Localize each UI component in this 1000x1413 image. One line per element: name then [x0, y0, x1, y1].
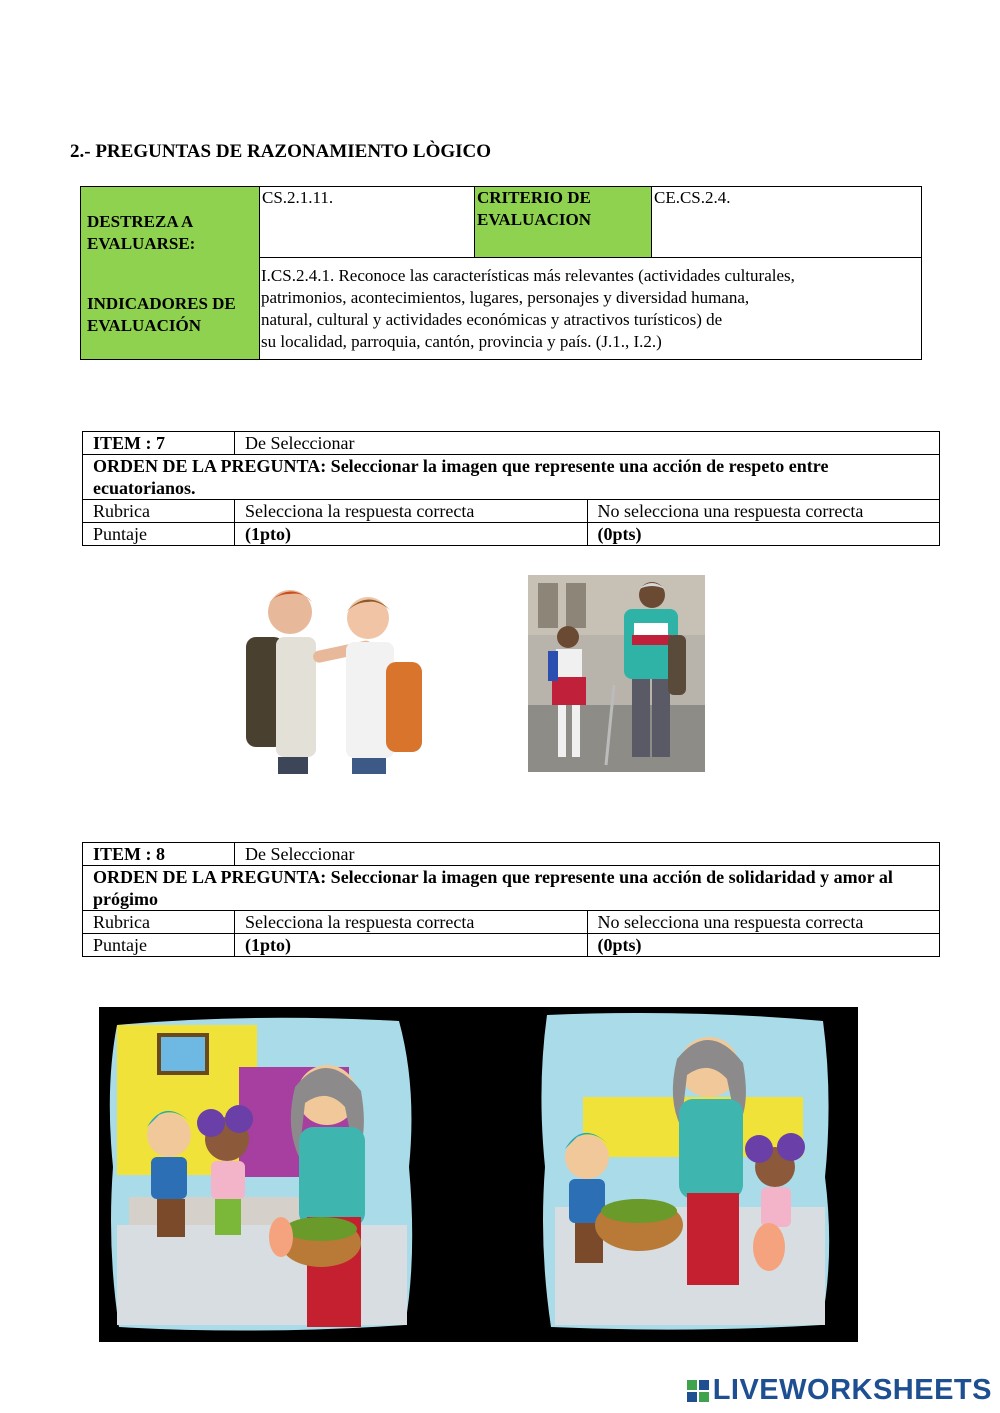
solidarity-illustrations	[99, 1007, 858, 1342]
puntaje-label: Puntaje	[83, 523, 235, 546]
question-order: ORDEN DE LA PREGUNTA: Seleccionar la imagen que represente una acción de respeto entre ecuatorianos.	[83, 455, 940, 500]
liveworksheets-logo	[687, 1374, 992, 1407]
item-type: De Seleccionar	[235, 432, 940, 455]
puntaje-correct: (1pto)	[235, 934, 588, 957]
indicadores-label: INDICADORES DE EVALUACIÓN	[87, 294, 236, 335]
criterio-label: CRITERIO DE EVALUACION	[475, 187, 652, 258]
rubrica-label: Rubrica	[83, 500, 235, 523]
brand-text: LIVEWORKSHEETS	[712, 1374, 992, 1406]
indicador-line: patrimonios, acontecimientos, lugares, personajes y diversidad humana,	[261, 288, 750, 307]
puntaje-incorrect: (0pts)	[587, 934, 940, 957]
puntaje-label: Puntaje	[83, 934, 235, 957]
rubrica-label: Rubrica	[83, 911, 235, 934]
children-ignoring-grandmother-image[interactable]	[110, 1018, 412, 1331]
indicador-line: I.CS.2.4.1. Reconoce las características más relevantes (actividades culturales,	[261, 266, 795, 285]
children-helping-grandmother-image[interactable]	[541, 1013, 829, 1330]
liveworksheets-icon	[687, 1380, 709, 1402]
rubrica-incorrect: No selecciona una respuesta correcta	[587, 911, 940, 934]
item-label: ITEM : 7	[83, 432, 235, 455]
puntaje-correct: (1pto)	[235, 523, 588, 546]
puntaje-incorrect: (0pts)	[587, 523, 940, 546]
criterio-code: CE.CS.2.4.	[652, 187, 921, 258]
girl-helping-elder-image[interactable]	[528, 575, 705, 772]
item-8-table	[82, 842, 940, 957]
evaluation-header-table	[80, 186, 922, 360]
indicador-line: su localidad, parroquia, cantón, provincia y país. (J.1., I.2.)	[261, 332, 662, 351]
destreza-code: CS.2.1.11.	[260, 187, 475, 258]
rubrica-incorrect: No selecciona una respuesta correcta	[587, 500, 940, 523]
item-type: De Seleccionar	[235, 843, 940, 866]
item-7-table	[82, 431, 940, 546]
destreza-label: DESTREZA A EVALUARSE:	[87, 212, 196, 253]
section-title: 2.- PREGUNTAS DE RAZONAMIENTO LÒGICO	[70, 141, 492, 162]
indicador-line: natural, cultural y actividades económicas y atractivos turísticos) de	[261, 310, 723, 329]
question-order: ORDEN DE LA PREGUNTA: Seleccionar la imagen que represente una acción de solidaridad y amor al prógimo	[83, 866, 940, 911]
rubrica-correct: Selecciona la respuesta correcta	[235, 500, 588, 523]
indicadores-text	[260, 265, 920, 353]
rubrica-correct: Selecciona la respuesta correcta	[235, 911, 588, 934]
item-label: ITEM : 8	[83, 843, 235, 866]
boys-pushing-image[interactable]	[228, 582, 424, 774]
